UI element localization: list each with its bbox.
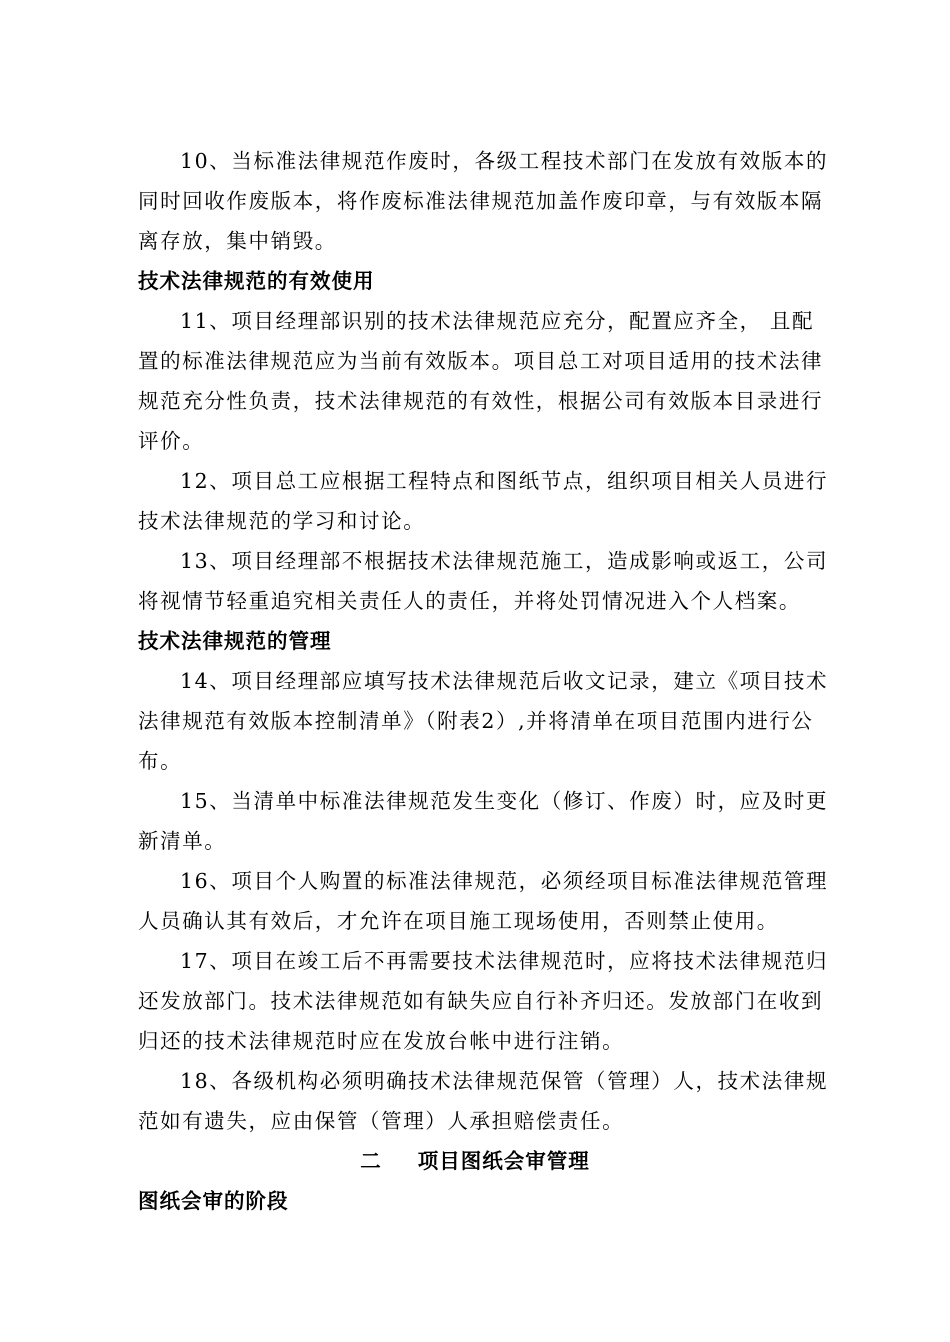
chapter-number: 二 bbox=[360, 1149, 382, 1173]
paragraph-line: 还发放部门。技术法律规范如有缺失应自行补齐归还。发放部门在收到 bbox=[138, 989, 824, 1013]
paragraph-line: 规范充分性负责，技术法律规范的有效性，根据公司有效版本目录进行 bbox=[138, 389, 824, 413]
paragraph-line: 13、项目经理部不根据技术法律规范施工，造成影响或返工，公司 bbox=[180, 549, 829, 573]
chapter-title: 项目图纸会审管理 bbox=[417, 1149, 590, 1173]
section-heading: 图纸会审的阶段 bbox=[138, 1189, 289, 1213]
paragraph-line: 12、项目总工应根据工程特点和图纸节点，组织项目相关人员进行 bbox=[180, 469, 829, 493]
paragraph-line: 14、项目经理部应填写技术法律规范后收文记录，建立《项目技术 bbox=[180, 669, 829, 693]
paragraph-line: 技术法律规范的学习和讨论。 bbox=[138, 509, 426, 533]
paragraph-line: 归还的技术法律规范时应在发放台帐中进行注销。 bbox=[138, 1029, 625, 1053]
paragraph-line: 同时回收作废版本，将作废标准法律规范加盖作废印章，与有效版本隔 bbox=[138, 189, 824, 213]
paragraph-line: 布。 bbox=[138, 749, 183, 773]
paragraph-line: 人员确认其有效后，才允许在项目施工现场使用，否则禁止使用。 bbox=[138, 909, 779, 933]
paragraph-line: 离存放，集中销毁。 bbox=[138, 229, 337, 253]
paragraph-line: 10、当标准法律规范作废时，各级工程技术部门在发放有效版本的 bbox=[180, 149, 829, 173]
paragraph-line: 范如有遗失，应由保管（管理）人承担赔偿责任。 bbox=[138, 1109, 625, 1133]
chapter-heading bbox=[0, 1141, 950, 1181]
paragraph-line: 新清单。 bbox=[138, 829, 227, 853]
paragraph-line: 17、项目在竣工后不再需要技术法律规范时，应将技术法律规范归 bbox=[180, 949, 829, 973]
paragraph-line: 11、项目经理部识别的技术法律规范应充分，配置应齐全， 且配 bbox=[180, 309, 815, 333]
section-heading: 技术法律规范的有效使用 bbox=[138, 269, 375, 293]
section-heading: 技术法律规范的管理 bbox=[138, 629, 332, 653]
paragraph-line: 16、项目个人购置的标准法律规范，必须经项目标准法律规范管理 bbox=[180, 869, 829, 893]
paragraph-line: 法律规范有效版本控制清单》（附表2）,并将清单在项目范围内进行公 bbox=[138, 709, 814, 733]
paragraph-line: 评价。 bbox=[138, 429, 205, 453]
paragraph-line: 18、各级机构必须明确技术法律规范保管（管理）人，技术法律规 bbox=[180, 1069, 829, 1093]
paragraph-line: 15、当清单中标准法律规范发生变化（修订、作废）时，应及时更 bbox=[180, 789, 829, 813]
paragraph-line: 将视情节轻重追究相关责任人的责任，并将处罚情况进入个人档案。 bbox=[138, 589, 801, 613]
paragraph-line: 置的标准法律规范应为当前有效版本。项目总工对项目适用的技术法律 bbox=[138, 349, 824, 373]
